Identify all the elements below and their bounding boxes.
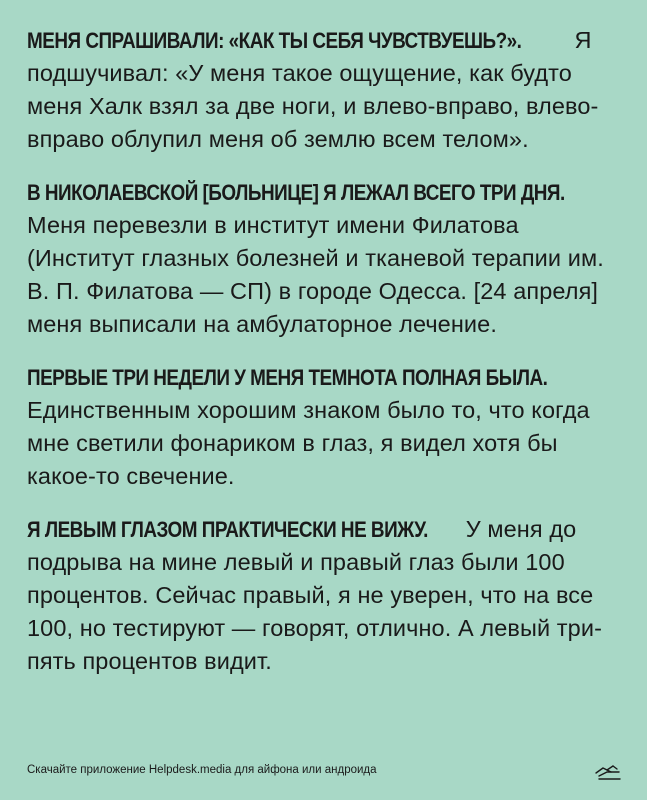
footer-promo-text[interactable]: Скачайте приложение Helpdesk.media для айфона или андроида <box>27 764 377 776</box>
helpdesk-hand-logo-icon[interactable] <box>593 760 623 782</box>
paragraph-2 <box>27 176 627 341</box>
paragraph-3 <box>27 361 627 493</box>
paragraph-1-lead: МЕНЯ СПРАШИВАЛИ: «КАК ТЫ СЕБЯ ЧУВСТВУЕШЬ?». <box>27 28 522 53</box>
article-body <box>27 24 627 698</box>
paragraph-1 <box>27 24 627 156</box>
paragraph-4-text: У меня до подрыва на мине левый и правый глаз были 100 процентов. Сейчас правый, я не уверен, что на все 100, но тестируют — говорят, отлично. А левый три-пять процентов видит. <box>27 516 602 674</box>
paragraph-2-lead: В НИКОЛАЕВСКОЙ [БОЛЬНИЦЕ] Я ЛЕЖАЛ ВСЕГО ТРИ ДНЯ. <box>27 180 565 205</box>
paragraph-4-lead: Я ЛЕВЫМ ГЛАЗОМ ПРАКТИЧЕСКИ НЕ ВИЖУ. <box>27 517 428 542</box>
paragraph-4 <box>27 513 627 678</box>
paragraph-3-lead: ПЕРВЫЕ ТРИ НЕДЕЛИ У МЕНЯ ТЕМНОТА ПОЛНАЯ БЫЛА. <box>27 365 548 390</box>
paragraph-1-text: Я подшучивал: «У меня такое ощущение, как будто меня Халк взял за две ноги, и влево-вправо, влево-вправо облупил меня об землю всем телом». <box>27 27 599 152</box>
paragraph-2-text: Меня перевезли в институт имени Филатова (Институт глазных болезней и тканевой терапии им. В. П. Филатова — СП) в городе Одесса. [24 апреля] меня выписали на амбулаторное лечение. <box>27 212 604 337</box>
paragraph-3-text: Единственным хорошим знаком было то, что когда мне светили фонариком в глаз, я видел хотя бы какое-то свечение. <box>27 397 590 489</box>
